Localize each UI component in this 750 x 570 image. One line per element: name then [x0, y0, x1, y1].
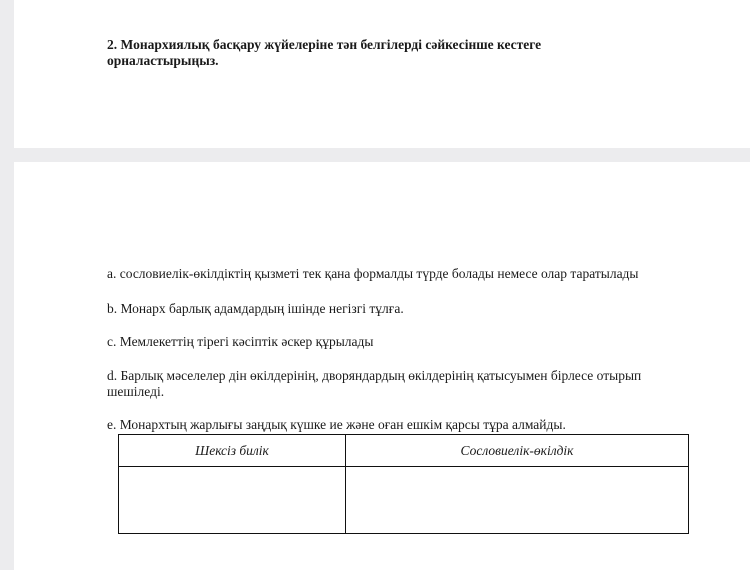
option-b: b. Монарх барлық адамдардың ішінде негізгі тұлға.: [107, 301, 404, 316]
answer-table: [118, 434, 689, 534]
table-row: [119, 467, 689, 534]
table-header-row: [119, 435, 689, 467]
header-estate-representative: Сословиелік-өкілдік: [346, 435, 689, 467]
answer-cell-absolute-power[interactable]: [119, 467, 346, 534]
option-a: a. сословиелік-өкілдіктің қызметі тек қана формалды түрде болады немесе олар таратылады: [107, 266, 639, 281]
option-e: e. Монархтың жарлығы заңдық күшке ие және оған ешкім қарсы тұра алмайды.: [107, 417, 566, 432]
option-c: c. Мемлекеттің тірегі кәсіптік әскер құрылады: [107, 334, 374, 349]
page-bottom: [14, 162, 750, 570]
option-d: d. Барлық мәселелер дін өкілдерінің, дворяндардың өкілдерінің қатысуымен бірлесе отырып шешіледі.: [107, 368, 642, 399]
task-title: 2. Монархиялық басқару жүйелеріне тән белгілерді сәйкесінше кестеге орналастырыңыз.: [107, 37, 542, 68]
header-absolute-power: Шексіз билік: [119, 435, 346, 467]
answer-cell-estate-representative[interactable]: [346, 467, 689, 534]
page-top: [14, 0, 750, 148]
